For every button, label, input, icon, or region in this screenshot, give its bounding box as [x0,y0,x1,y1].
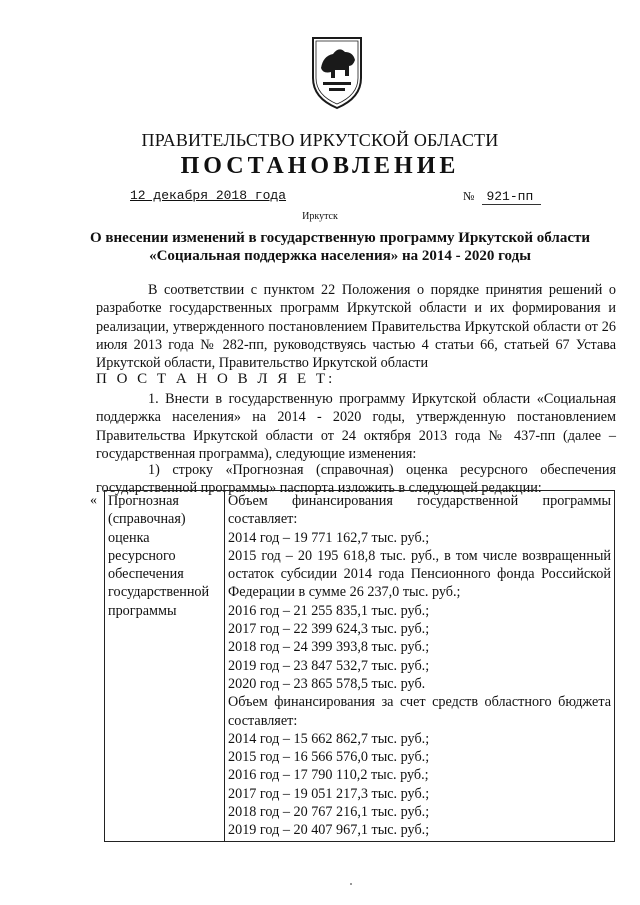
table-label-cell [105,491,225,842]
resolve-word: П О С Т А Н О В Л Я Е Т: [96,371,336,387]
total-year-line: 2015 год – 20 195 618,8 тыс. руб., в том числе возвращенный остаток субсидии 2014 года Пенсионного фонда Российской Федерации в сумме 26 237,0 тыс. руб.; [228,547,611,601]
number-value: 921-пп [482,189,541,205]
irkutsk-coat-of-arms-icon [309,32,365,110]
regional-year-line: 2016 год – 17 790 110,2 тыс. руб.; [228,767,429,784]
number-sign: № [463,189,475,203]
label-line: (справочная) [108,511,186,528]
table-value-cell [225,491,615,842]
label-line: оценка [108,529,150,546]
decree-subject [70,229,610,265]
opening-quote: « [90,493,97,508]
regional-year-line: 2015 год – 16 566 576,0 тыс. руб.; [228,749,430,766]
label-line: программы [108,602,177,619]
regional-year-line: 2014 год – 15 662 862,7 тыс. руб.; [228,730,430,747]
item-1-paragraph: 1. Внести в государственную программу Иркутской области «Социальная поддержка населения» на 2014 - 2020 годы, утвержденную постановлением Правительства Иркутской области от 24 октября 2013 года № 437-пп (далее – государственная программа), следующие изменения: [96,391,616,462]
document-type-title: ПОСТАНОВЛЕНИЕ [180,153,460,179]
resource-table [104,490,615,842]
page-mark [350,883,352,885]
total-year-line: 2014 год – 19 771 162,7 тыс. руб.; [228,529,430,546]
subject-line-2: «Социальная поддержка населения» на 2014 - 2020 годы [149,248,531,264]
government-title: ПРАВИТЕЛЬСТВО ИРКУТСКОЙ ОБЛАСТИ [141,130,499,150]
preamble-paragraph: В соответствии с пунктом 22 Положения о порядке принятия решений о разработке государственных программ Иркутской области и их формирования и реализации, утвержденного постановлением Правительства Иркутской области от 26 июля 2013 года № 282-пп, руководствуясь частью 4 статьи 66, статьей 67 Устава Иркутской области, Правительство Иркутской области [96,282,616,372]
table-row [105,491,615,842]
label-line: государственной [108,584,210,601]
total-year-line: 2017 год – 22 399 624,3 тыс. руб.; [228,621,430,638]
total-year-line: 2019 год – 23 847 532,7 тыс. руб.; [228,657,430,674]
total-year-line: 2020 год – 23 865 578,5 тыс. руб. [228,675,426,692]
decree-date [130,188,286,203]
decree-date-value: 12 декабря 2018 года [130,188,287,203]
label-line: Прогнозная [108,493,179,509]
city-name: Иркутск [302,211,338,222]
total-year-line: 2018 год – 24 399 393,8 тыс. руб.; [228,639,430,656]
regional-heading: Объем финансирования за счет средств областного бюджета составляет: [228,694,611,729]
label-line: обеспечения [108,566,184,583]
regional-year-line: 2019 год – 20 407 967,1 тыс. руб.; [228,822,430,839]
total-year-line: 2016 год – 21 255 835,1 тыс. руб.; [228,602,430,619]
label-line: ресурсного [108,547,176,564]
item-1-1-paragraph: 1) строку «Прогнозная (справочная) оценка ресурсного обеспечения государственной программы» паспорта изложить в следующей редакции: [96,462,616,497]
decree-number [463,188,541,204]
subject-line-1: О внесении изменений в государственную программу Иркутской области [89,230,591,246]
regional-year-line: 2017 год – 19 051 217,3 тыс. руб.; [228,785,430,802]
total-heading: Объем финансирования государственной программы составляет: [228,493,611,528]
regional-year-line: 2018 год – 20 767 216,1 тыс. руб.; [228,804,430,821]
